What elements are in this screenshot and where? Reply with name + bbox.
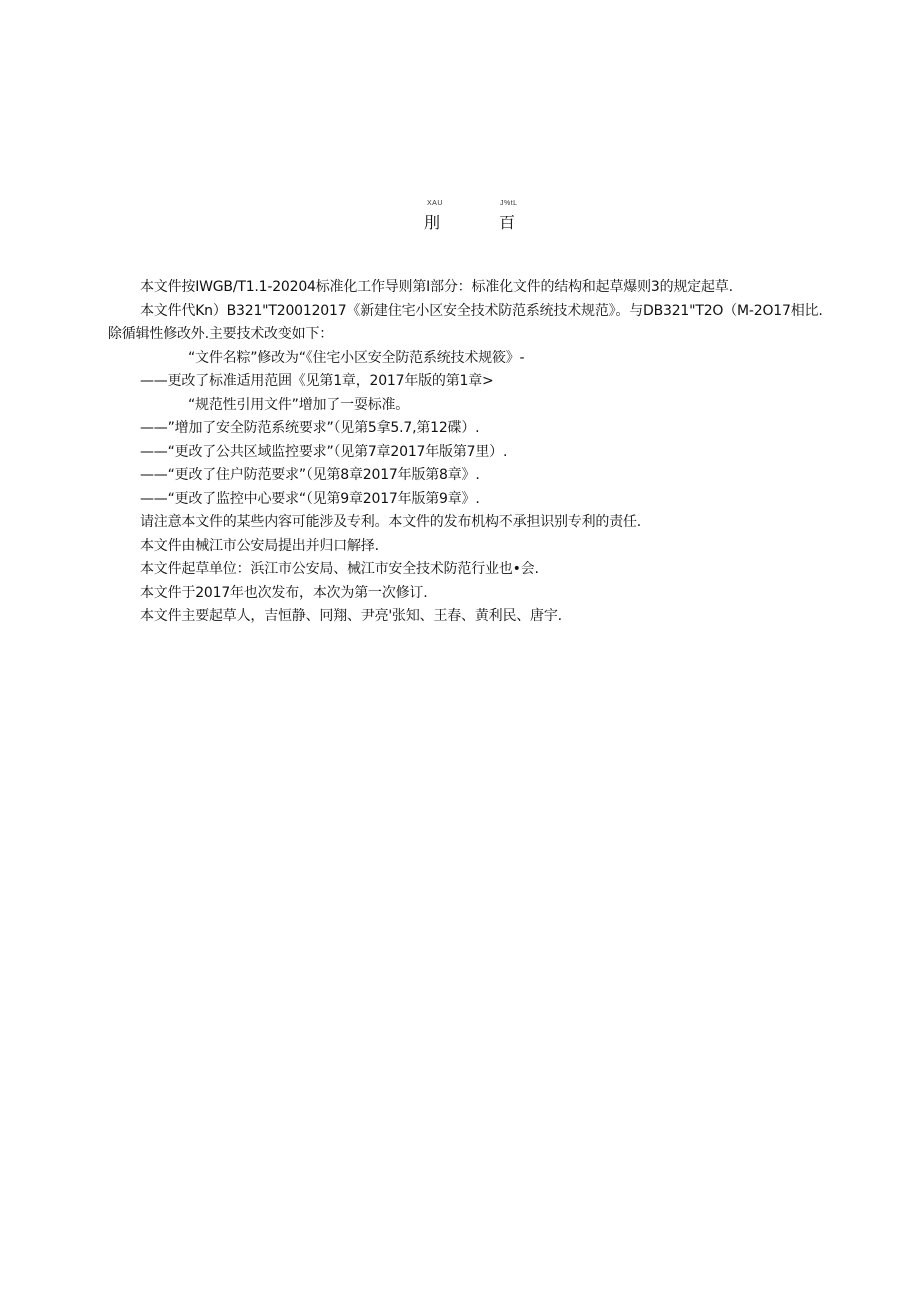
body-line-3: 除循辑性修改外.主要技术改变如下： — [108, 326, 334, 342]
body-line-15: 本文件主要起草人，吉恒静、冋翔、尹亮'张知、王春、黄利民、唐宇. — [140, 608, 562, 624]
heading-ruby-right: J%tL — [500, 200, 518, 207]
body-line-12: 本文件由械江市公安局提出并归口解择. — [140, 538, 379, 554]
heading-char-right: 百 — [499, 213, 516, 232]
body-line-14: 本文件于2017年也次发布，本次为第一次修订. — [140, 585, 428, 601]
heading-char-left: 刖 — [424, 213, 441, 232]
body-line-11: 请注意本文件的某些内容可能涉及专利。本文件的发布机构不承担识别专利的责任. — [140, 514, 642, 530]
body-line-9: ——“更改了住户防范要求”（见第8章2017年版第8章》. — [140, 467, 480, 483]
body-line-10: ——“更改了监控中心要求“（见第9章2017年版第9章》. — [140, 491, 480, 507]
body-line-13: 本文件起草单位：浜江市公安局、械江市安全技术防范行业也•会. — [140, 561, 539, 577]
heading-ruby-left: XAU — [427, 200, 443, 207]
body-line-7: ——”增加了安全防范系统要求”（见第5拿5.7,第12碟）. — [140, 420, 480, 436]
body-line-5: ——更改了标准适用范囲《见第1章，2017年版的第1章> — [140, 373, 494, 389]
body-line-2: 本文件代Kn）B321"T20012017《新建住宅小区安全技术防范系统技术规范》。与DB321"T2O（M-2O17相比. — [140, 303, 823, 319]
body-line-1: 本文件按IWGB/T1.1-20204标准化工作导则第I部分：标准化文件的结构和起草爆则3的规定起草. — [140, 279, 733, 295]
body-line-4: “文件名粽”修改为“《住宅小区安全防范系统技术规筱》- — [188, 350, 525, 366]
body-line-8: ——“更改了公共区域监控要求”（见第7章2017年版第7里）. — [140, 444, 508, 460]
body-line-6: “规范性引用文件”增加了一耍标准。 — [188, 397, 410, 413]
